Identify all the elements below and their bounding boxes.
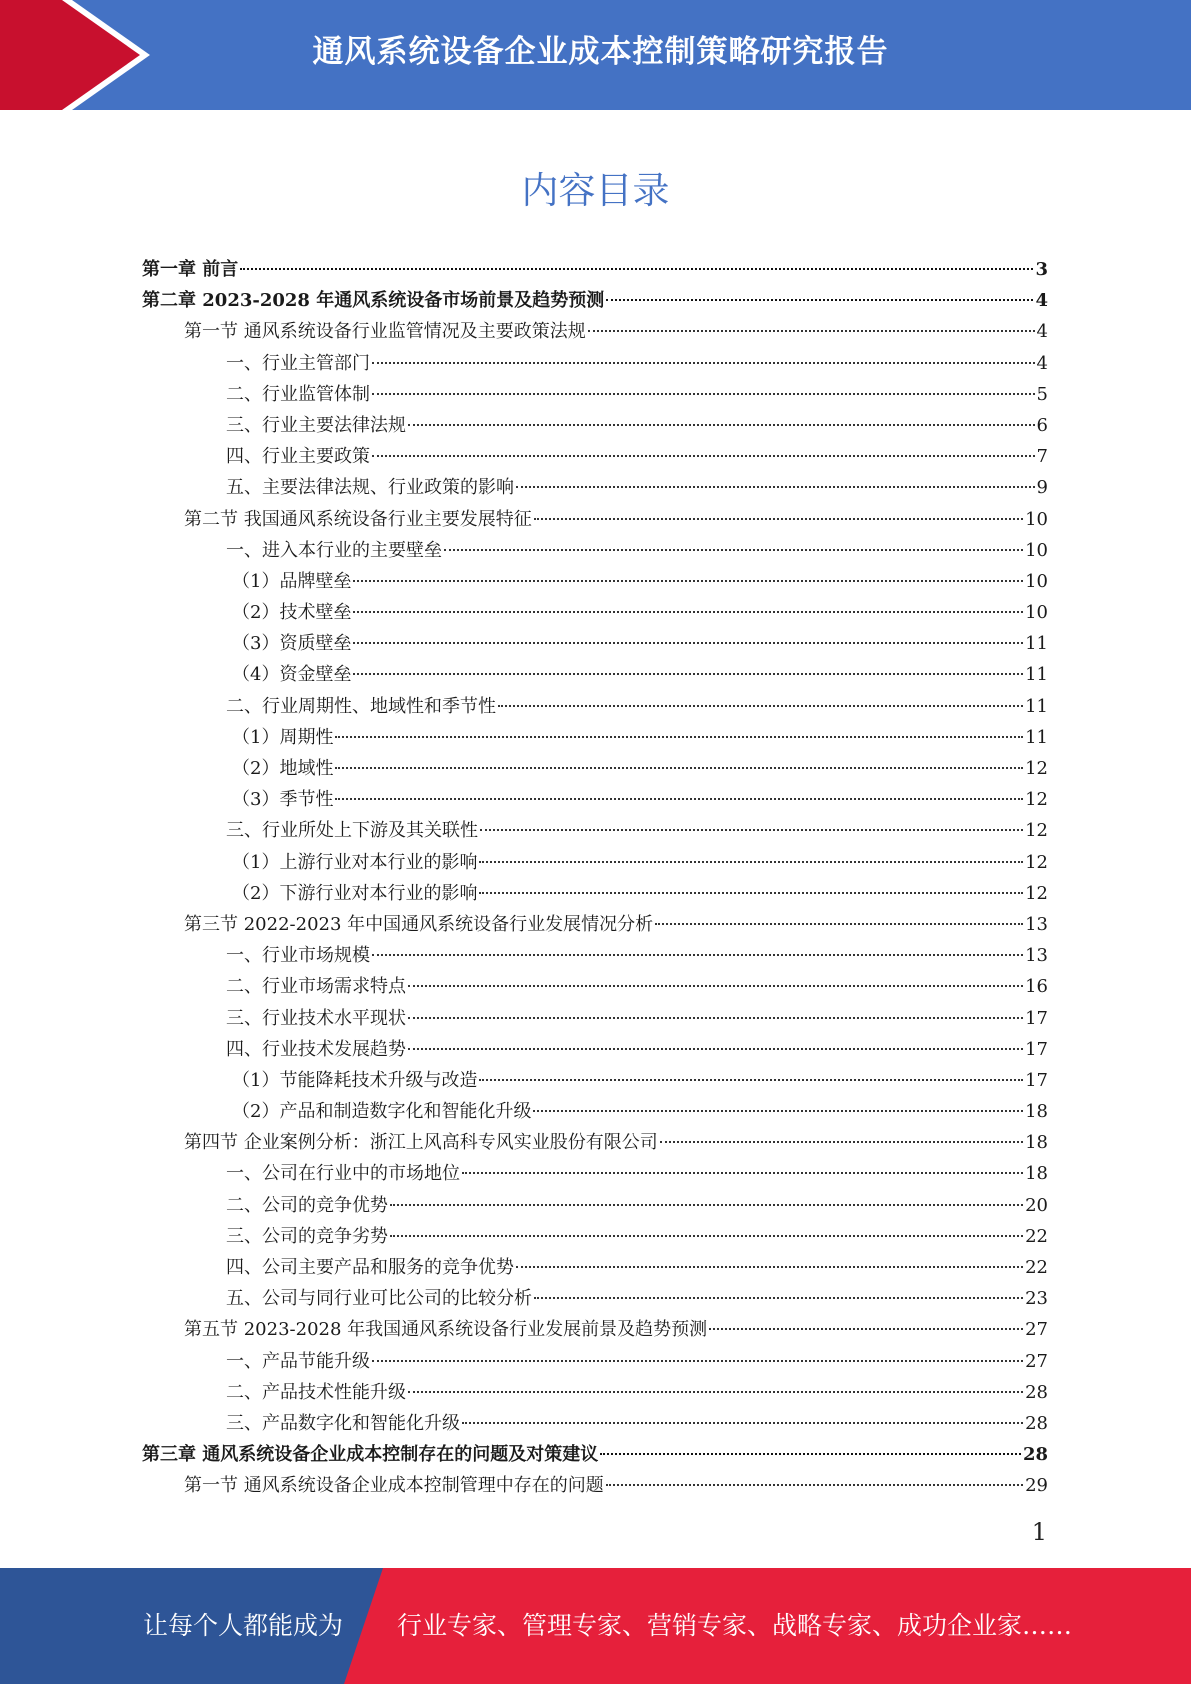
toc-entry-title: 第一节 通风系统设备企业成本控制管理中存在的问题 [184,1475,604,1497]
toc-entry-title: 二、公司的竞争优势 [226,1194,388,1216]
toc-dot-leader [516,1266,1023,1268]
toc-dot-leader [479,1079,1023,1081]
toc-entry-title: （2）技术壁垒 [232,602,352,624]
toc-entry-page: 12 [1025,758,1048,779]
toc-entry[interactable] [142,1346,1048,1377]
toc-entry-page: 4 [1036,352,1048,374]
toc-entry-title: 三、行业技术水平现状 [226,1007,406,1029]
toc-entry-title: 第三节 2022-2023 年中国通风系统设备行业发展情况分析 [184,913,654,935]
toc-entry[interactable] [142,1190,1048,1221]
toc-entry-title: 四、行业主要政策 [226,446,370,468]
toc-entry[interactable] [142,1065,1048,1096]
toc-dot-leader [390,1204,1023,1206]
toc-dot-leader [480,829,1023,831]
toc-dot-leader [534,518,1023,520]
toc-entry[interactable] [142,815,1048,846]
toc-entry-page: 23 [1025,1288,1048,1310]
toc-entry-page: 9 [1036,477,1048,499]
toc-entry-page: 22 [1025,1257,1048,1278]
toc-entry-title: 三、行业主要法律法规 [226,414,406,436]
toc-dot-leader [709,1328,1023,1330]
toc-entry-title: （2）产品和制造数字化和智能化升级 [232,1101,532,1123]
toc-entry[interactable] [142,472,1048,503]
toc-dot-leader [462,1172,1023,1174]
toc-dot-leader [588,330,1035,332]
toc-dot-leader [408,1017,1023,1019]
toc-dot-leader [408,1048,1023,1050]
toc-entry-page: 11 [1025,633,1048,655]
toc-dot-leader [516,486,1035,488]
toc-entry-page: 11 [1025,664,1048,686]
toc-entry-page: 28 [1022,1444,1048,1466]
toc-entry[interactable] [142,1470,1048,1501]
toc-entry-title: 一、行业市场规模 [226,945,370,967]
toc-entry-page: 6 [1036,414,1048,436]
toc-entry-title: 三、行业所处上下游及其关联性 [226,820,478,842]
toc-entry-page: 12 [1025,882,1048,904]
toc-entry[interactable] [142,1221,1048,1252]
toc-dot-leader [335,736,1023,738]
toc-entry[interactable] [142,691,1048,722]
toc-entry-page: 28 [1025,1381,1048,1403]
toc-entry-title: 四、公司主要产品和服务的竞争优势 [226,1257,514,1278]
toc-entry-page: 10 [1025,570,1048,592]
toc-dot-leader [408,1391,1023,1393]
toc-entry-page: 10 [1025,539,1048,561]
toc-entry-title: 二、行业市场需求特点 [226,976,406,998]
toc-dot-leader [390,1235,1023,1237]
toc-entry[interactable] [142,753,1048,784]
toc-entry[interactable] [142,659,1048,690]
toc-entry-page: 12 [1025,820,1048,842]
toc-entry-page: 12 [1025,789,1048,811]
toc-dot-leader [408,424,1035,426]
toc-dot-leader [660,1141,1023,1143]
toc-dot-leader [372,393,1035,395]
toc-entry[interactable] [142,285,1048,316]
toc-entry-title: 二、行业周期性、地域性和季节性 [226,695,496,717]
page-number: 1 [1031,1518,1047,1546]
toc-entry[interactable] [142,909,1048,940]
toc-entry-title: （1）节能降耗技术升级与改造 [232,1069,478,1091]
toc-dot-leader [655,923,1023,925]
toc-entry-page: 11 [1025,695,1048,717]
header-banner [0,0,1191,110]
toc-entry[interactable] [142,566,1048,597]
toc-entry-title: 第二节 我国通风系统设备行业主要发展特征 [184,508,532,530]
toc-entry[interactable] [142,878,1048,909]
toc-entry-page: 13 [1025,945,1048,967]
toc-dot-leader [353,673,1023,675]
toc-dot-leader [479,892,1023,894]
toc-dot-leader [534,1297,1023,1299]
toc-entry[interactable] [142,1439,1048,1470]
toc-entry-page: 13 [1025,913,1048,935]
footer-slogan-right: 行业专家、管理专家、营销专家、战略专家、成功企业家…… [397,1611,1073,1640]
toc-dot-leader [606,1484,1023,1486]
footer-banner [0,1568,1191,1684]
toc-entry-page: 27 [1025,1319,1048,1341]
toc-entry-page: 10 [1025,602,1048,624]
toc-entry-title: 一、行业主管部门 [226,352,370,374]
toc-entry[interactable] [142,379,1048,410]
toc-entry-title: 五、主要法律法规、行业政策的影响 [226,477,514,499]
toc-dot-leader [462,1422,1023,1424]
toc-entry[interactable] [142,628,1048,659]
toc-entry-title: （1）上游行业对本行业的影响 [232,851,478,873]
toc-entry-page: 10 [1025,508,1048,530]
toc-dot-leader [479,861,1023,863]
footer-slogan-left: 让每个人都能成为 [143,1611,344,1640]
toc-entry[interactable] [142,1377,1048,1408]
report-title: 通风系统设备企业成本控制策略研究报告 [312,34,889,70]
toc-entry[interactable] [142,1314,1048,1345]
toc-entry-page: 29 [1025,1475,1048,1497]
toc-dot-leader [498,705,1023,707]
toc-entry[interactable] [142,1127,1048,1158]
toc-dot-leader [606,299,1033,301]
toc-entry-title: 五、公司与同行业可比公司的比较分析 [226,1288,532,1310]
toc-entry-page: 27 [1025,1350,1048,1372]
toc-entry-page: 3 [1035,259,1048,280]
toc-entry-page: 11 [1025,726,1048,748]
toc-entry[interactable] [142,1252,1048,1283]
toc-entry-title: 第一章 前言 [142,259,239,280]
toc-entry-page: 22 [1025,1225,1048,1247]
toc-entry-page: 4 [1036,321,1048,343]
toc-entry-title: 一、进入本行业的主要壁垒 [226,539,442,561]
toc-heading: 内容目录 [521,169,670,212]
toc-entry-page: 12 [1025,851,1048,873]
toc-entry[interactable] [142,535,1048,566]
toc-entry-page: 7 [1036,446,1048,468]
toc-entry-page: 4 [1035,290,1048,312]
toc-dot-leader [353,580,1023,582]
toc-entry-title: 二、行业监管体制 [226,383,370,405]
toc-entry[interactable] [142,1283,1048,1314]
toc-entry[interactable] [142,1408,1048,1439]
toc-entry-page: 17 [1025,1007,1048,1029]
toc-entry[interactable] [142,1096,1048,1127]
toc-dot-leader [335,767,1023,769]
toc-entry-page: 20 [1025,1194,1048,1216]
toc-entry-title: （4）资金壁垒 [232,664,352,686]
toc-entry-title: 一、公司在行业中的市场地位 [226,1163,460,1185]
toc-entry-page: 18 [1025,1163,1048,1185]
toc-dot-leader [408,985,1023,987]
toc-dot-leader [372,954,1023,956]
toc-entry[interactable] [142,971,1048,1002]
toc-entry[interactable] [142,940,1048,971]
toc-entry[interactable] [142,1034,1048,1065]
toc-entry[interactable] [142,348,1048,379]
toc-entry-page: 18 [1025,1132,1048,1154]
toc-dot-leader [533,1110,1023,1112]
toc-dot-leader [372,1360,1023,1362]
toc-entry-title: 第一节 通风系统设备行业监管情况及主要政策法规 [184,321,586,343]
toc-dot-leader [335,798,1023,800]
table-of-contents [142,254,1048,1502]
toc-entry-title: 一、产品节能升级 [226,1350,370,1372]
toc-dot-leader [372,455,1035,457]
toc-entry-title: 四、行业技术发展趋势 [226,1038,406,1060]
toc-entry-title: （3）资质壁垒 [232,633,352,655]
toc-entry[interactable] [142,722,1048,753]
toc-entry-title: 二、产品技术性能升级 [226,1381,406,1403]
toc-entry-page: 16 [1025,976,1048,998]
toc-entry[interactable] [142,316,1048,347]
toc-entry-title: 第二章 2023-2028 年通风系统设备市场前景及趋势预测 [142,290,605,312]
toc-entry-page: 18 [1025,1101,1048,1123]
toc-dot-leader [353,611,1023,613]
toc-entry-title: （1）周期性 [232,726,334,748]
toc-entry-title: 第五节 2023-2028 年我国通风系统设备行业发展前景及趋势预测 [184,1319,708,1341]
toc-dot-leader [372,362,1035,364]
toc-dot-leader [240,268,1033,270]
toc-entry-page: 17 [1025,1069,1048,1091]
toc-entry[interactable] [142,1158,1048,1189]
toc-entry-title: （3）季节性 [232,789,334,811]
toc-entry[interactable] [142,1003,1048,1034]
toc-entry-title: 三、产品数字化和智能化升级 [226,1412,460,1434]
toc-entry[interactable] [142,784,1048,815]
toc-entry-title: 第四节 企业案例分析：浙江上风高科专风实业股份有限公司 [184,1132,658,1154]
toc-entry[interactable] [142,441,1048,472]
toc-entry-title: （2）地域性 [232,758,334,779]
toc-entry[interactable] [142,847,1048,878]
toc-dot-leader [600,1453,1021,1455]
toc-dot-leader [444,549,1023,551]
toc-entry-page: 5 [1036,383,1048,405]
toc-entry[interactable] [142,597,1048,628]
toc-dot-leader [353,642,1023,644]
toc-entry[interactable] [142,410,1048,441]
toc-entry-title: （1）品牌壁垒 [232,570,352,592]
toc-entry-page: 17 [1025,1038,1048,1060]
toc-entry[interactable] [142,254,1048,285]
toc-entry-title: （2）下游行业对本行业的影响 [232,882,478,904]
toc-entry[interactable] [142,504,1048,535]
toc-entry-title: 第三章 通风系统设备企业成本控制存在的问题及对策建议 [142,1444,599,1466]
toc-entry-title: 三、公司的竞争劣势 [226,1225,388,1247]
toc-entry-page: 28 [1025,1412,1048,1434]
